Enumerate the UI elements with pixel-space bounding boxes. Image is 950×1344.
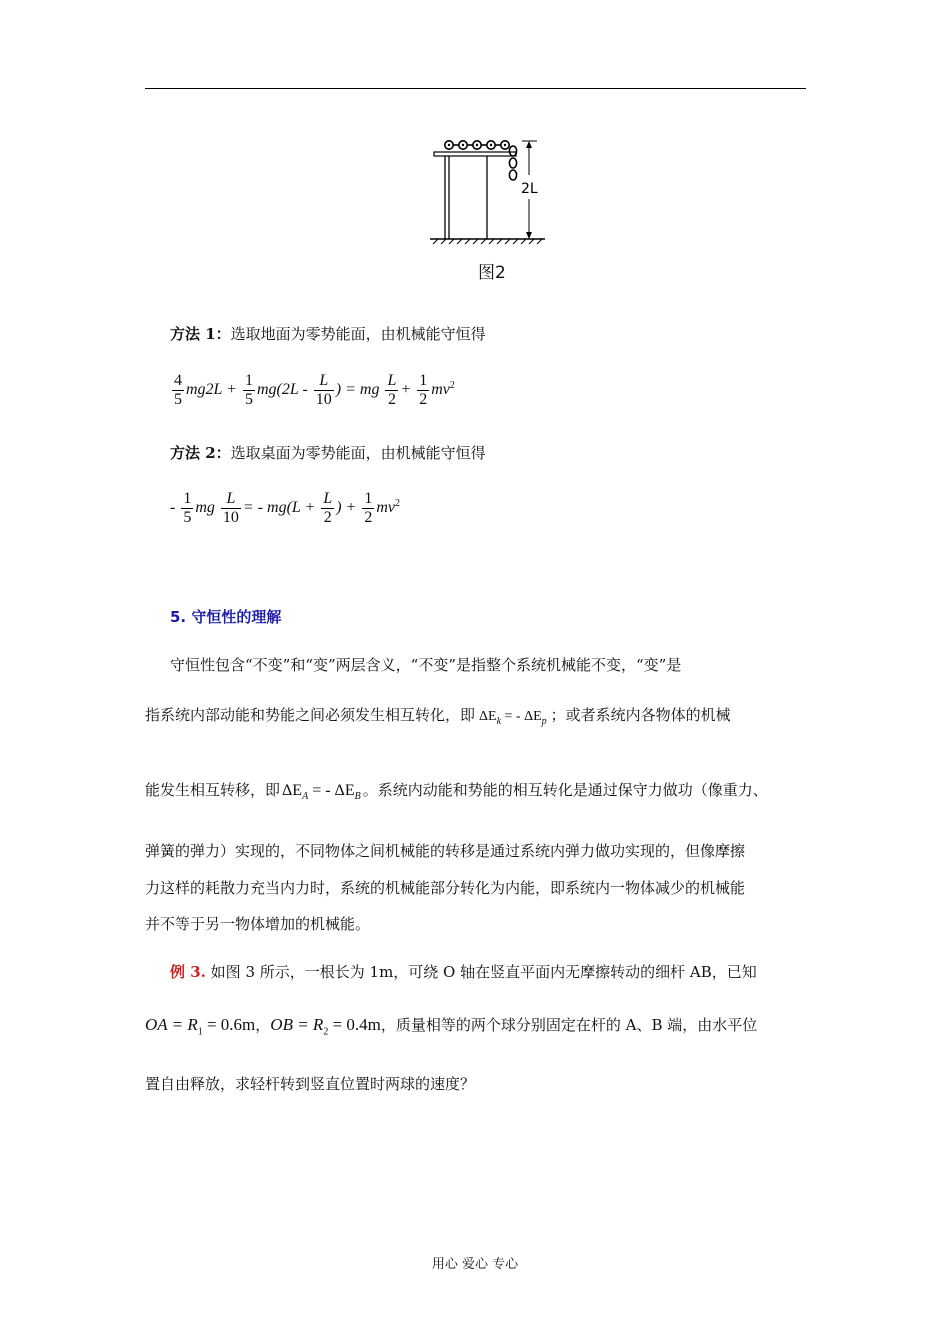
page-footer: 用心 爱心 专心 (431, 1257, 519, 1272)
para-line-4: 弹簧的弹力）实现的，不同物体之间机械能的转移是通过系统内弹力做功实现的，但像摩擦 (145, 842, 746, 860)
figure-caption: 图2 (478, 263, 506, 283)
inline-equation-oa: OA = $R_1 = 0.6m$ (145, 1015, 256, 1038)
para-line-6: 并不等于另一物体增加的机械能。 (145, 915, 371, 933)
example3-line-1: 例 3. 如图 3 所示，一根长为 1m，可绕 O 轴在竖直平面内无摩擦转动的细杆 AB，已知 (170, 963, 757, 981)
method2-line (170, 442, 486, 463)
method2-text: 选取桌面为零势能面，由机械能守恒得 (230, 444, 486, 462)
para-line-5: 力这样的耗散力充当内力时，系统的机械能部分转化为内能，即系统内一物体减少的机械能 (145, 879, 746, 897)
method1-label: 方法 1： (170, 325, 231, 343)
example3-label: 例 3. (170, 963, 206, 981)
equation-2: - $\frac{1}{5}$ mg $\frac{L}{10}$ = - mg(L + $\frac{L}{2}$ ) + $\frac{1}{2}$ $mv^2$ (170, 490, 400, 526)
header-rule (145, 88, 806, 89)
inline-equation-ob: OB = $R_2 = 0.4m$ (270, 1015, 381, 1038)
method1-text: 选取地面为零势能面，由机械能守恒得 (230, 325, 486, 343)
section-heading: 5. 守恒性的理解 (170, 608, 282, 626)
example3-line-3: 置自由释放，求轻杆转到竖直位置时两球的速度？ (145, 1075, 476, 1093)
inline-equation-2: $\Delta E_A$ = - $\Delta E_B$ (282, 782, 361, 803)
method2-label: 方法 2： (170, 444, 231, 462)
height-label-2l: 2L (521, 181, 538, 197)
para-line-3: 能发生相互转移，即 $\Delta E_A$ = - $\Delta E_B$ 。系统内动能和势能的相互转化是通过保守力做功（像重力、 (145, 781, 768, 803)
equation-1: $\frac{4}{5}$ mg2L + $\frac{1}{5}$ mg(2L - $\frac{L}{10}$ ) = mg $\frac{L}{2}$ + $\frac{1}{2}$ $mv^2$ (174, 372, 455, 408)
para-line-1: 守恒性包含“不变”和“变”两层含义，“不变”是指整个系统机械能不变，“变”是 (170, 656, 682, 674)
para-line-2: 指系统内部动能和势能之间必须发生相互转化，即 $\Delta E_k$ = - $\Delta E_p$ ；或者系统内各物体的机械 (145, 706, 731, 727)
method1-line (170, 323, 486, 344)
example3-line-2: OA = $R_1 = 0.6m$，OB = $R_2 = 0.4m$，质量相等的两个球分别固定在杆的 A、B 端，由水平位 (145, 1015, 758, 1038)
inline-equation-1: $\Delta E_k$ = - $\Delta E_p$ (479, 709, 547, 727)
